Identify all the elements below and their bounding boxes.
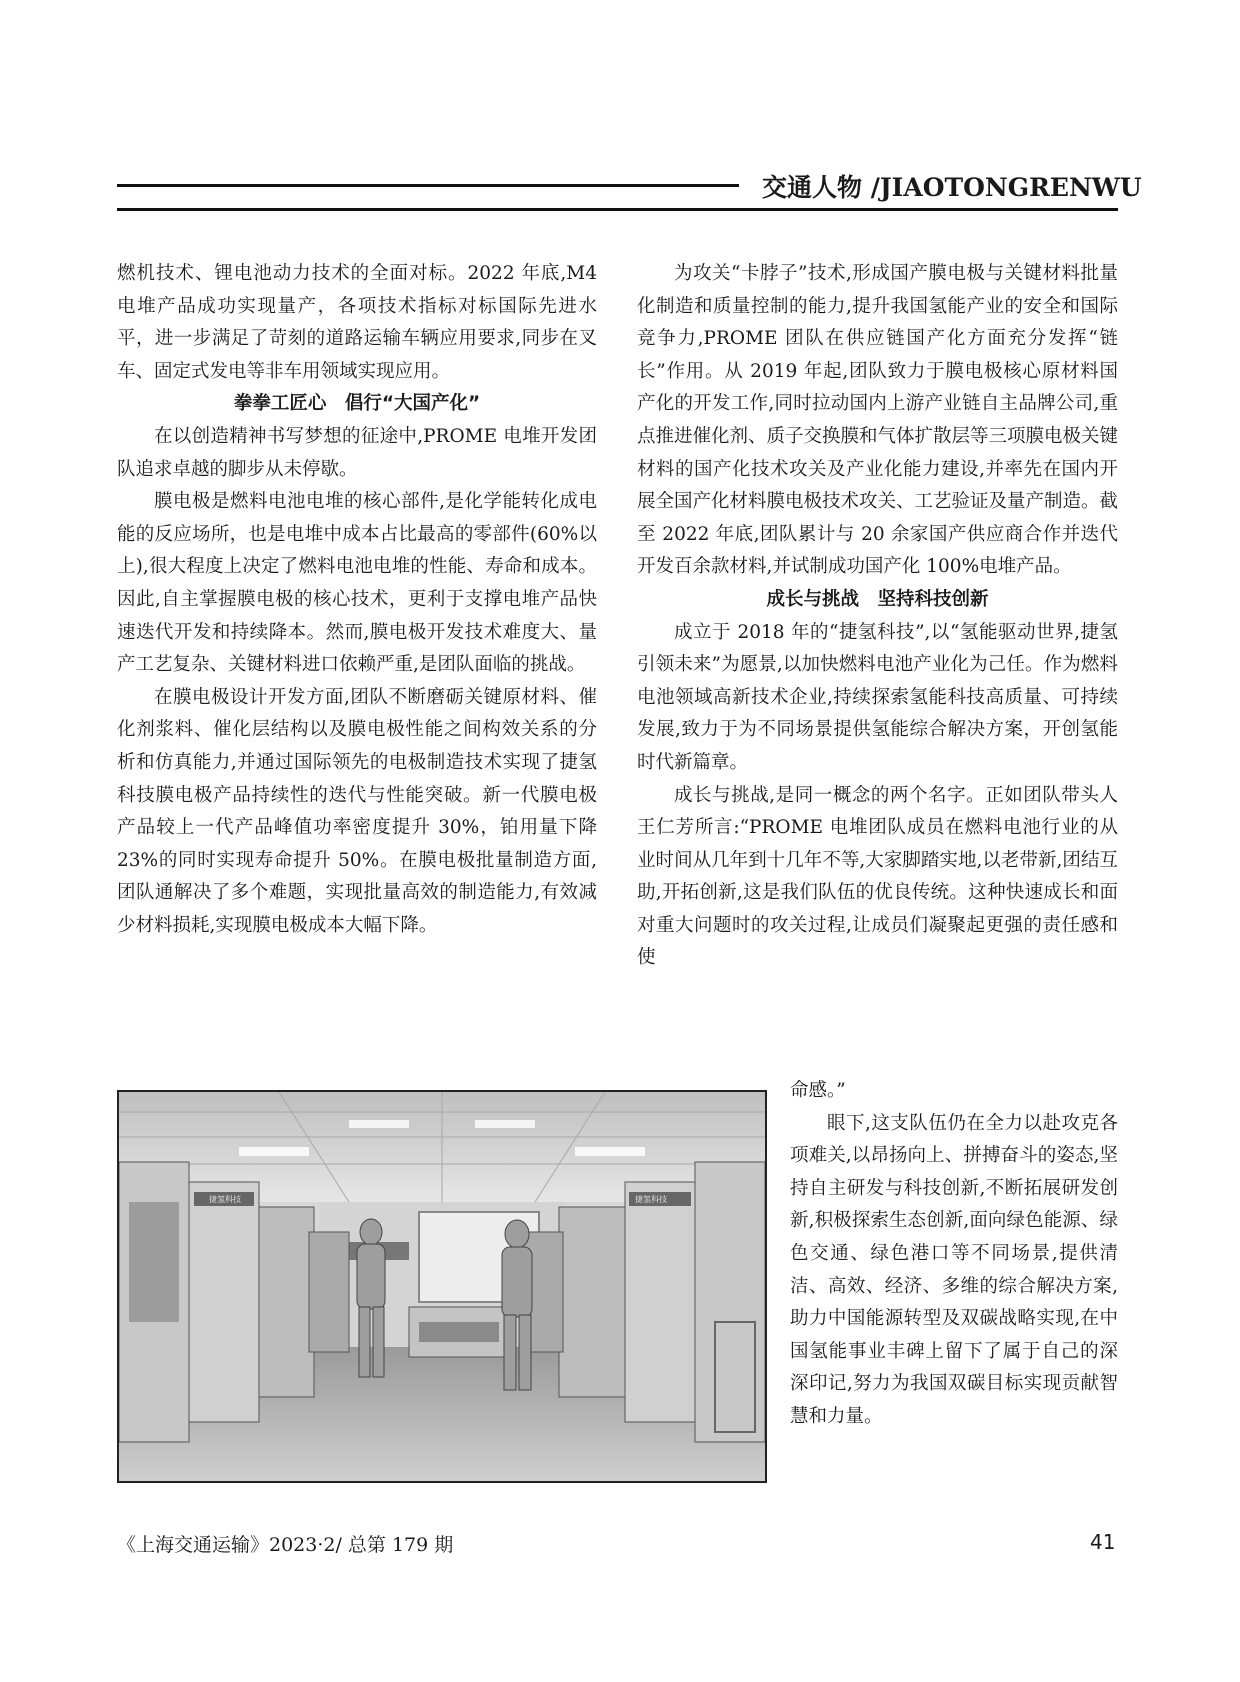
header-rule [117,184,739,187]
paragraph: 膜电极是燃料电池电堆的核心部件,是化学能转化成电能的反应场所，也是电堆中成本占比最高的零部件(60%以上),很大程度上决定了燃料电池电堆的性能、寿命和成本。因此,自主掌握膜电极的核心技术，更利于支撑电堆产品快速迭代开发和持续降本。然而,膜电极开发技术难度大、量产工艺复杂、关键材料进口依赖严重,是团队面临的挑战。 [117,491,597,676]
section-heading: 拳拳工匠心 倡行“大国产化” [233,393,481,415]
right-column [637,258,1118,975]
header-rule-bottom [117,208,1118,211]
paragraph: 眼下,这支队伍仍在全力以赴攻克各项难关,以昂扬向上、拼搏奋斗的姿态,坚持自主研发与科技创新,不断拓展研发创新,积极探索生态创新,面向绿色能源、绿色交通、绿色港口等不同场景,提供清洁、高效、经济、多维的综合解决方案,助力中国能源转型及双碳战略实现,在中国氢能事业丰碑上留下了属于自己的深深印记,努力为我国双碳目标实现贡献智慧和力量。 [790,1112,1118,1427]
paragraph: 成长与挑战,是同一概念的两个名字。正如团队带头人王仁芳所言:“PROME 电堆团队成员在燃料电池行业的从业时间从几年到十几年不等,大家脚踏实地,以老带新,团结互助,开拓创新,这是我们队伍的优良传统。这种快速成长和面对重大问题时的攻关过程,让成员们凝聚起更强的责任感和使 [637,784,1118,969]
wrap-column [790,1075,1118,1434]
machine-label-left: 捷氢科技 [209,1195,241,1204]
paragraph: 燃机技术、锂电池动力技术的全面对标。2022 年底,M4 电堆产品成功实现量产，各项技术指标对标国际先进水平，进一步满足了苛刻的道路运输车辆应用要求,同步在叉车、固定式发电等非车用领域实现应用。 [117,263,597,382]
machine-label-right: 捷氢科技 [635,1195,667,1204]
cleanroom-illustration [119,1092,765,1481]
paragraph: 在以创造精神书写梦想的征途中,PROME 电堆开发团队追求卓越的脚步从未停歇。 [117,425,597,480]
paragraph: 在膜电极设计开发方面,团队不断磨砺关键原材料、催化剂浆料、催化层结构以及膜电极性能之间构效关系的分析和仿真能力,并通过国际领先的电极制造技术实现了捷氢科技膜电极产品持续性的迭代与性能突破。新一代膜电极产品较上一代产品峰值功率密度提升 30%，铂用量下降 23%的同时实现寿命提升 50%。在膜电极批量制造方面,团队通解决了多个难题，实现批量高效的制造能力,有效减少材料损耗,实现膜电极成本大幅下降。 [117,686,597,936]
section-heading: 成长与挑战 坚持科技创新 [766,588,989,610]
section-title: 交通人物 /JIAOTONGRENWU [762,173,1142,202]
paragraph: 为攻关“卡脖子”技术,形成国产膜电极与关键材料批量化制造和质量控制的能力,提升我国氢能产业的安全和国际竞争力,PROME 团队在供应链国产化方面充分发挥“链长”作用。从 2019 年起,团队致力于膜电极核心原材料国产化的开发工作,同时拉动国内上游产业链自主品牌公司,重点推进催化剂、质子交换膜和气体扩散层等三项膜电极关键材料的国产化技术攻关及产业化能力建设,并率先在国内开展全国产化材料膜电极技术攻关、工艺验证及量产制造。截至 2022 年底,团队累计与 20 余家国产供应商合作并迭代开发百余款材料,并试制成功国产化 100%电堆产品。 [637,263,1119,578]
paragraph: 成立于 2018 年的“捷氢科技”,以“氢能驱动世界,捷氢引领未来”为愿景,以加快燃料电池产业化为己任。作为燃料电池领域高新技术企业,持续探索氢能科技高质量、可持续发展,致力于为不同场景提供氢能综合解决方案，开创氢能时代新篇章。 [637,621,1118,773]
page-number: 41 [1090,1530,1116,1554]
factory-photo [117,1090,767,1483]
left-column [117,258,597,942]
paragraph-end: 命感。” [790,1080,846,1101]
journal-citation: 《上海交通运输》2023·2/ 总第 179 期 [117,1534,454,1556]
